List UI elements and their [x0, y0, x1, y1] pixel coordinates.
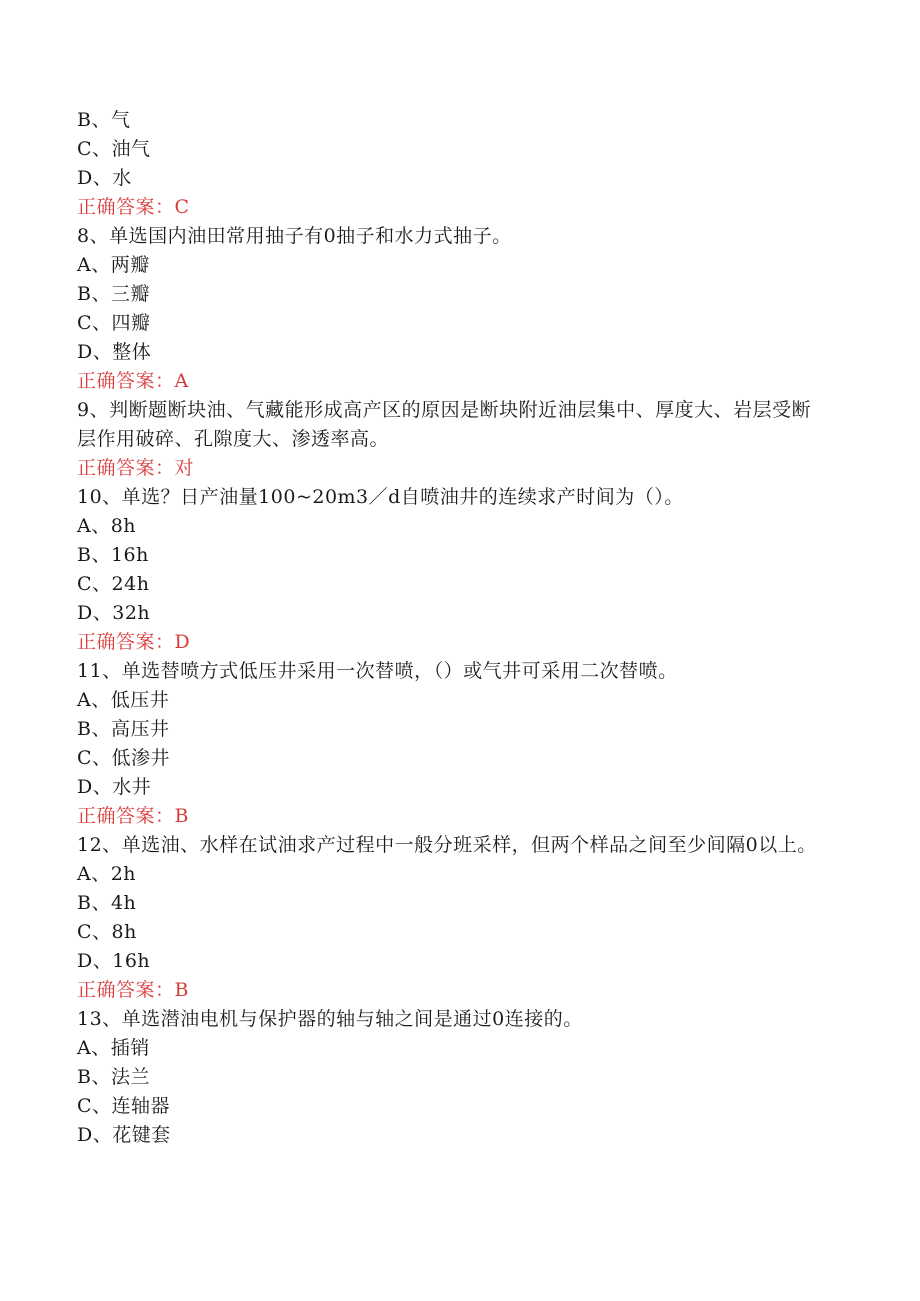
option-line: C、连轴器 — [77, 1095, 171, 1117]
option-line: D、水 — [77, 167, 132, 189]
question-list — [77, 106, 837, 1150]
option-line: B、气 — [77, 109, 131, 131]
answer-line — [77, 367, 837, 396]
question-line: 12、单选油、水样在试油求产过程中一般分班采样，但两个样品之间至少间隔0以上。 — [77, 834, 817, 856]
answer-value: 对 — [174, 457, 195, 479]
answer-line — [77, 454, 837, 483]
option-line: B、三瓣 — [77, 283, 150, 305]
option-line: C、8h — [77, 921, 137, 943]
question-line: 13、单选潜油电机与保护器的轴与轴之间是通过0连接的。 — [77, 1008, 583, 1030]
answer-label: 正确答案： — [77, 805, 175, 827]
answer-label: 正确答案： — [77, 457, 175, 479]
option-line: D、水井 — [77, 776, 152, 798]
answer-line — [77, 976, 837, 1005]
answer-label: 正确答案： — [77, 196, 175, 218]
option-line: C、低渗井 — [77, 747, 171, 769]
option-line: C、24h — [77, 573, 150, 595]
answer-value: D — [174, 631, 191, 653]
option-line: B、高压井 — [77, 718, 170, 740]
answer-line — [77, 193, 837, 222]
option-line: A、8h — [77, 515, 137, 537]
option-line: A、插销 — [77, 1037, 150, 1059]
answer-value: B — [174, 805, 189, 827]
answer-line — [77, 802, 837, 831]
answer-value: C — [174, 196, 190, 218]
option-line: D、整体 — [77, 341, 152, 363]
answer-label: 正确答案： — [77, 370, 175, 392]
answer-label: 正确答案： — [77, 979, 175, 1001]
option-line: D、花键套 — [77, 1124, 171, 1146]
option-line: D、32h — [77, 602, 151, 624]
question-line: 11、单选替喷方式低压井采用一次替喷，（）或气井可采用二次替喷。 — [77, 660, 678, 682]
question-line: 9、判断题断块油、气藏能形成高产区的原因是断块附近油层集中、厚度大、岩层受断层作用破碎、孔隙度大、渗透率高。 — [77, 399, 812, 450]
question-line: 8、单选国内油田常用抽子有0抽子和水力式抽子。 — [77, 225, 512, 247]
option-line: C、油气 — [77, 138, 151, 160]
question-line: 10、单选？日产油量100~20m3／d自喷油井的连续求产时间为（）。 — [77, 486, 684, 508]
answer-label: 正确答案： — [77, 631, 175, 653]
answer-value: A — [174, 370, 189, 392]
answer-line — [77, 628, 837, 657]
option-line: A、2h — [77, 863, 137, 885]
option-line: C、四瓣 — [77, 312, 151, 334]
option-line: A、低压井 — [77, 689, 170, 711]
option-line: B、法兰 — [77, 1066, 150, 1088]
option-line: B、16h — [77, 544, 149, 566]
option-line: D、16h — [77, 950, 151, 972]
answer-value: B — [174, 979, 189, 1001]
option-line: A、两瓣 — [77, 254, 150, 276]
option-line: B、4h — [77, 892, 137, 914]
